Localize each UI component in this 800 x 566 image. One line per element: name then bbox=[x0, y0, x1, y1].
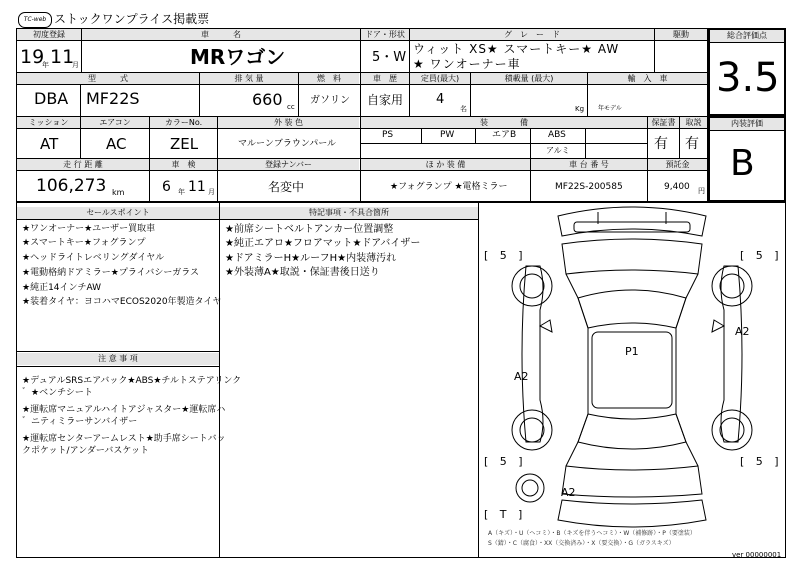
label-model: 型 式 bbox=[17, 73, 199, 84]
rear-window bbox=[578, 414, 686, 449]
label-grade: グ レ ー ド bbox=[410, 29, 654, 40]
label-interior-score: 内装評価 bbox=[710, 118, 784, 130]
tire-rear-left-score: [ 5 ] bbox=[484, 455, 527, 468]
caution-line: ゛★ベンチシート bbox=[22, 388, 93, 398]
label-sales-points: セールスポイント bbox=[17, 207, 219, 219]
label-special-notes: 特記事項・不具合箇所 bbox=[220, 207, 478, 219]
manual: 有 bbox=[685, 136, 699, 152]
tire-front-left bbox=[512, 266, 552, 306]
damage-mark-a2-right: A2 bbox=[735, 325, 750, 338]
label-exterior-color: 外 装 色 bbox=[218, 117, 359, 128]
tire-rear-right-score: [ 5 ] bbox=[740, 455, 783, 468]
caution-line: ★デュアルSRSエアバック★ABS★チルトステアリンク bbox=[22, 376, 242, 386]
tire-rear-left bbox=[512, 410, 552, 450]
label-equipment: 装 備 bbox=[361, 117, 647, 128]
door-shape: 5・W bbox=[372, 50, 407, 65]
rear-hatch bbox=[562, 466, 702, 497]
overall-score: 3.5 bbox=[716, 55, 780, 101]
label-inspection: 車 検 bbox=[150, 159, 217, 170]
right-mirror bbox=[712, 320, 724, 332]
label-cautions: 注 意 事 項 bbox=[17, 353, 219, 365]
label-mission: ミッション bbox=[17, 117, 80, 128]
special-note: ★純正エアロ★フロアマット★ドアバイザー bbox=[225, 238, 421, 249]
interior-score: B bbox=[730, 143, 755, 184]
load-unit: Kg bbox=[575, 105, 585, 113]
equip-abs: ABS bbox=[548, 130, 566, 140]
first-reg-year: 19 bbox=[20, 46, 45, 68]
equip-pw: PW bbox=[440, 130, 455, 140]
label-warranty: 保証書 bbox=[648, 117, 679, 128]
aircon: AC bbox=[106, 135, 127, 153]
roof bbox=[592, 332, 672, 408]
windshield bbox=[578, 290, 686, 328]
tire-front-right bbox=[712, 266, 752, 306]
capacity-unit: 名 bbox=[460, 105, 467, 113]
first-reg-month-unit: 月 bbox=[72, 61, 79, 69]
label-import: 輸 入 車 bbox=[588, 73, 707, 84]
tire-rear-right bbox=[712, 410, 752, 450]
tire-front-left-score: [ 5 ] bbox=[484, 249, 527, 262]
recycle: 9,400 bbox=[664, 182, 690, 192]
spare-tire-label: [ T ] bbox=[484, 508, 527, 521]
mileage: 106,273 bbox=[36, 176, 107, 196]
equip-ps: PS bbox=[382, 130, 394, 140]
legend-line1: A（キズ）・U（ヘコミ）・B（キズを伴うヘコミ）・W（補修跡）・P（要塗装） bbox=[488, 530, 696, 537]
sales-point: ★ヘッドライトレベリングダイヤル bbox=[22, 253, 165, 263]
left-mirror bbox=[540, 320, 552, 332]
label-fuel: 燃 料 bbox=[299, 73, 359, 84]
label-drive: 駆動 bbox=[655, 29, 707, 40]
special-note: ★ドアミラーH★ルーフH★内装薄汚れ bbox=[225, 253, 397, 264]
document-title: ストックワンプライス掲載票 bbox=[54, 12, 210, 26]
capacity: 4 bbox=[436, 92, 445, 107]
inspection-month: 11 bbox=[188, 179, 206, 195]
special-note: ★外装薄A★取説・保証書後日送り bbox=[225, 267, 380, 278]
label-color-no: カラーNo. bbox=[150, 117, 217, 128]
first-reg-year-unit: 年 bbox=[42, 61, 49, 69]
damage-mark-p1: P1 bbox=[625, 345, 639, 358]
label-door-shape: ドア・形状 bbox=[361, 29, 409, 40]
label-displacement: 排 気 量 bbox=[200, 73, 298, 84]
label-other-equipment: ほ か 装 備 bbox=[361, 159, 530, 170]
first-reg-month: 11 bbox=[50, 46, 75, 68]
sales-point: ★スマートキー★フォグランプ bbox=[22, 238, 146, 248]
model: DBA bbox=[34, 89, 69, 108]
car-name: MRワゴン bbox=[190, 45, 286, 69]
caution-line: ★運転席マニュアルハイトアジャスター★運転席ハ bbox=[22, 405, 226, 415]
warranty: 有 bbox=[654, 136, 668, 152]
color-no: ZEL bbox=[170, 135, 199, 153]
label-load: 積載量 (最大) bbox=[471, 73, 587, 84]
sales-point: ★装着タイヤ：ヨコハマECOS2020年製造タイヤ bbox=[22, 297, 222, 307]
caution-line: ゛ニティミラーサンバイザー bbox=[22, 417, 138, 427]
damage-mark-a2-left: A2 bbox=[514, 370, 529, 383]
logo: TC-web bbox=[18, 12, 52, 28]
displacement: 660 bbox=[252, 90, 283, 109]
label-car-name: 車 名 bbox=[82, 29, 360, 40]
body-outline bbox=[566, 274, 698, 466]
displacement-unit: cc bbox=[287, 103, 295, 111]
label-chassis-no: 車 台 番 号 bbox=[531, 159, 647, 170]
exterior-color: マルーンブラウンパール bbox=[238, 139, 337, 149]
damage-mark-a2-rear: A2 bbox=[561, 486, 576, 499]
recycle-unit: 円 bbox=[698, 187, 705, 195]
sales-point: ★ワンオーナー★ユーザー買取車 bbox=[22, 224, 156, 234]
sales-point: ★電動格納ドアミラー★プライバシーガラス bbox=[22, 268, 199, 278]
rear-bumper bbox=[558, 500, 706, 527]
label-first-reg: 初度登録 bbox=[17, 29, 81, 40]
front-grille bbox=[574, 222, 690, 232]
equip-alumi: アルミ bbox=[546, 146, 570, 155]
mission: AT bbox=[40, 135, 59, 153]
special-note: ★前席シートベルトアンカー位置調整 bbox=[225, 224, 394, 235]
label-aircon: エアコン bbox=[81, 117, 149, 128]
grade-line2: ★ ワンオーナー車 bbox=[413, 57, 521, 71]
spare-tire bbox=[516, 474, 544, 502]
caution-line: クポケット/アンダーバスケット bbox=[22, 446, 149, 456]
label-recycle: 預託金 bbox=[648, 159, 707, 170]
inspection-year-unit: 年 bbox=[178, 188, 185, 196]
import-note: 年モデル bbox=[598, 105, 622, 112]
tire-front-right-score: [ 5 ] bbox=[740, 249, 783, 262]
caution-line: ★運転席センターアームレスト★助手席シートバッ bbox=[22, 434, 226, 444]
version: ver 00000001 bbox=[732, 551, 782, 559]
mileage-unit: km bbox=[112, 188, 125, 197]
usage: 自家用 bbox=[367, 93, 404, 107]
sales-point: ★純正14インチAW bbox=[22, 283, 102, 293]
inspection-year: 6 bbox=[162, 179, 171, 195]
model-code: MF22S bbox=[86, 89, 140, 108]
label-manual: 取説 bbox=[680, 117, 707, 128]
reg-number: 名変中 bbox=[268, 180, 305, 194]
grade-line1: ウィット XS★ スマートキー★ AW bbox=[413, 42, 620, 56]
inspection-month-unit: 月 bbox=[208, 188, 215, 196]
label-overall-score: 総合評価点 bbox=[710, 30, 784, 42]
chassis-no: MF22S-200585 bbox=[555, 182, 623, 192]
other-equipment: ★フォグランプ ★電格ミラー bbox=[390, 182, 508, 192]
hood bbox=[562, 239, 702, 274]
fuel: ガソリン bbox=[310, 95, 350, 106]
legend-line2: S（錆）・C（腐食）・XX（交換済み）・X（要交換）・G（ガラスキズ） bbox=[488, 540, 675, 547]
label-capacity: 定員(最大) bbox=[410, 73, 470, 84]
label-mileage: 走 行 距 離 bbox=[17, 159, 149, 170]
label-usage: 車 歴 bbox=[361, 73, 409, 84]
label-reg-number: 登録ナンバー bbox=[218, 159, 359, 170]
equip-airbag: エアB bbox=[492, 130, 517, 140]
